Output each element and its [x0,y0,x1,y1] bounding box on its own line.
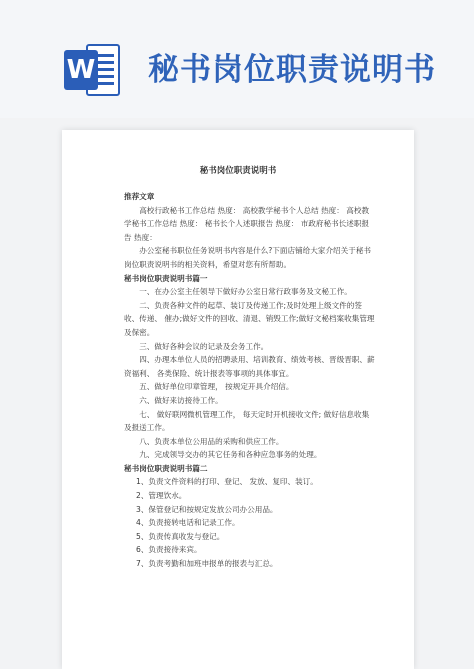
duty-list-item: 2、管理饮水。 [136,491,187,501]
duty-item: 二、负责各种文件的起草、装订及传递工作;及时处理上级文件的签收、传递、 催办;做好文件的回收、清退、销毁工作;做好文秘档案收集管理及保密。 [124,300,375,337]
recommended-heading: 推荐文章 [124,192,155,201]
duty-list-item: 5、负责传真收发与登记。 [136,531,225,541]
duty-item: 四、办理本单位人员的招聘录用、培训教育、绩效考核、晋级晋职、薪资福利、 各类保险、统计报表等事项的具体事宜。 [124,355,375,378]
document-body [124,190,376,571]
section-heading-1: 秘书岗位职责说明书篇一 [124,273,208,283]
recommended-articles: 高校行政秘书工作总结 热度： 高校教学秘书个人总结 热度： 高校教学秘书工作总结 热度： 秘书长个人述职报告 热度： 市政府秘书长述职报告 热度： [124,205,370,242]
document-banner [0,0,474,118]
banner-title: 秘书岗位职责说明书 [148,52,436,88]
duty-item: 九、完成领导交办的其它任务和各种应急事务的处理。 [139,450,322,460]
word-document-icon [64,40,124,100]
duty-list-item: 3、保管登记和按规定发放公司办公用品。 [136,504,278,514]
word-icon-badge: W [64,50,98,90]
duty-item: 七、 做好联网微机管理工作， 每天定时开机接收文件; 做好信息收集及报送工作。 [124,409,370,433]
duty-list-item: 6、负责接待来宾。 [136,545,202,555]
duty-list-item: 1、负责文件资料的打印、登记、 发放、复印、装订。 [136,477,318,487]
document-page [62,130,414,669]
section-heading-2: 秘书岗位职责说明书篇二 [124,463,208,473]
duty-item: 五、做好单位印章管理， 按规定开具介绍信。 [139,382,294,392]
duty-item: 一、在办公室主任领导下做好办公室日常行政事务及文秘工作。 [139,287,352,297]
duty-item: 八、负责本单位公用品的采购和供应工作。 [139,436,284,446]
duty-item: 三、做好各种会议的记录及会务工作。 [139,341,269,351]
duty-list-item: 7、负责考勤和加班申报单的报表与汇总。 [136,559,278,569]
duty-item: 六、做好来访接待工作。 [139,395,223,405]
document-title: 秘书岗位职责说明书 [199,166,277,176]
intro-paragraph: 办公室秘书职位任务说明书内容是什么?下面店铺给大家介绍关于秘书岗位职责说明书的相关资料，希望对您有所帮助。 [124,246,372,269]
duty-list-item: 4、负责接转电话和记录工作。 [136,518,240,528]
